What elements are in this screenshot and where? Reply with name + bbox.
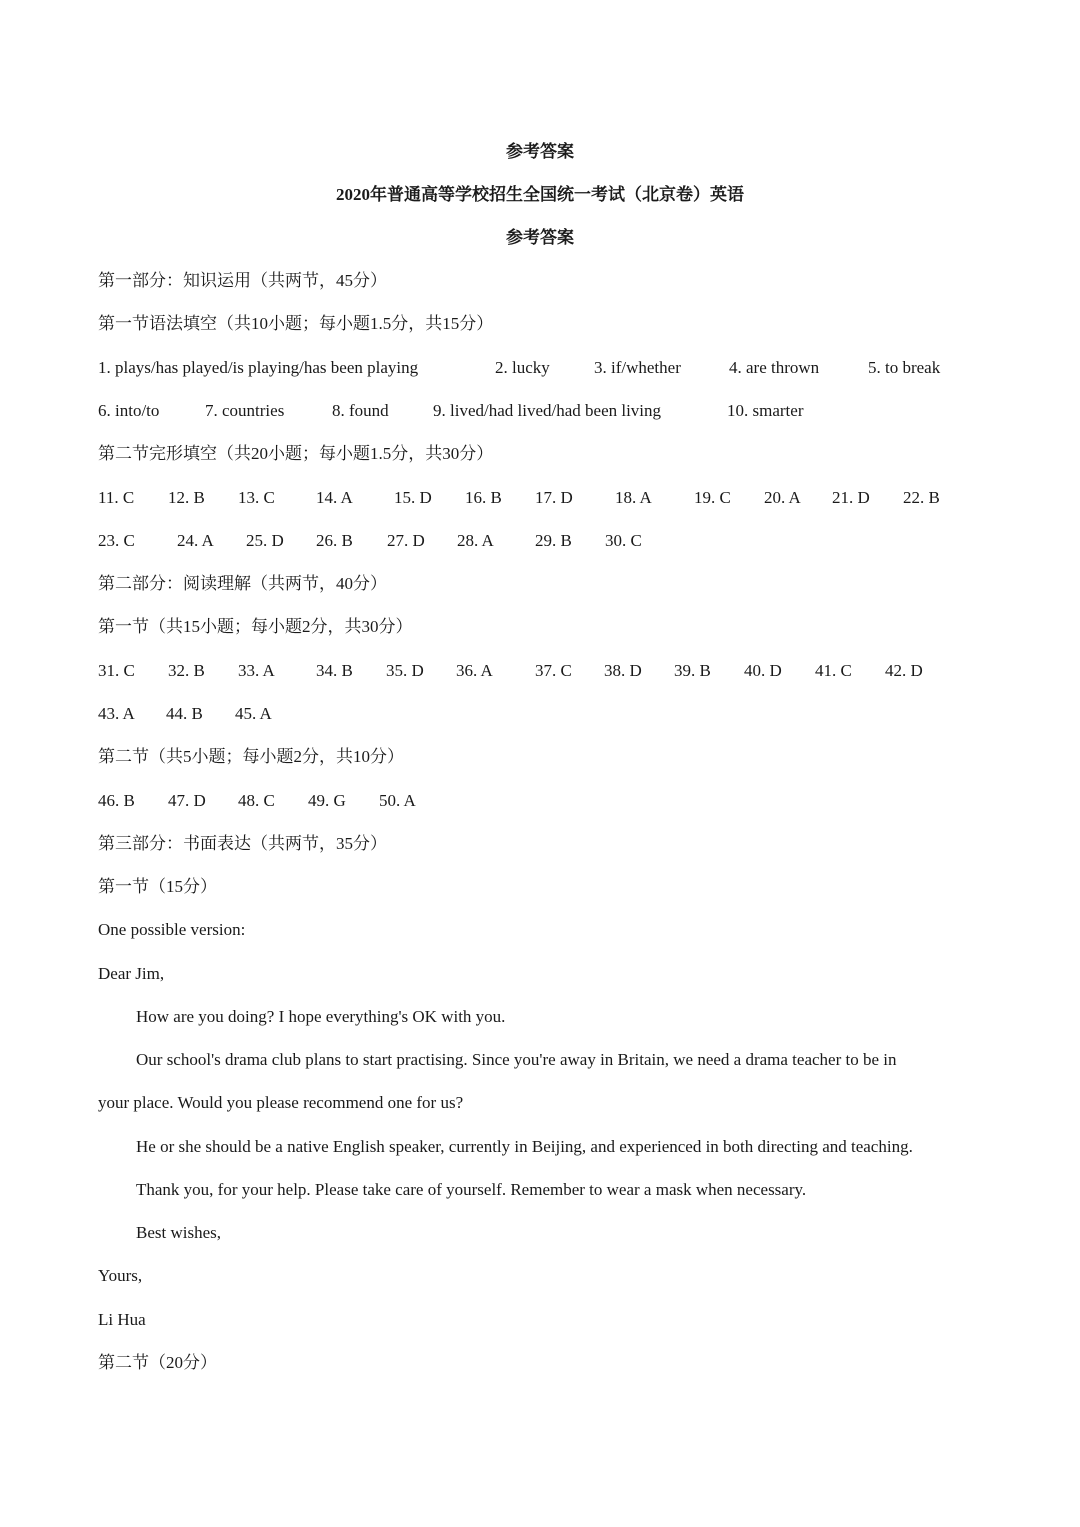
answer-item: 7. countries [205,401,285,420]
answer-item: 1. plays/has played/is playing/has been playing [98,358,419,377]
answer-item: 22. B [903,488,940,507]
letter-paragraph: How are you doing? I hope everything's OK with you. [136,1007,506,1026]
answer-item: 35. D [386,661,424,680]
letter-paragraph: Thank you, for your help. Please take care of yourself. Remember to wear a mask when necessary. [136,1180,807,1199]
answer-item: 4. are thrown [729,358,820,377]
part3-heading: 第三部分：书面表达（共两节，35分） [98,834,387,853]
letter-paragraph: Our school's drama club plans to start practising. Since you're away in Britain, we need a drama teacher to be in [136,1050,897,1069]
answer-item: 34. B [316,661,353,680]
answer-item: 47. D [168,791,206,810]
answer-item: 21. D [832,488,870,507]
exam-title: 2020年普通高等学校招生全国统一考试（北京卷）英语 [336,185,744,204]
answer-item: 37. C [535,661,572,680]
answer-item: 3. if/whether [594,358,681,377]
answer-item: 42. D [885,661,923,680]
part3-section2-heading: 第二节（20分） [98,1353,217,1372]
letter-greeting: Dear Jim, [98,964,165,983]
answer-item: 36. A [456,661,493,680]
title-top: 参考答案 [506,142,574,161]
answer-item: 20. A [764,488,801,507]
answer-item: 9. lived/had lived/had been living [433,401,662,420]
answer-item: 8. found [332,401,389,420]
part2-section2-heading: 第二节（共5小题；每小题2分，共10分） [98,747,404,766]
answer-item: 24. A [177,531,214,550]
letter-paragraph: Best wishes, [136,1223,221,1242]
letter-closing: Yours, [98,1266,143,1285]
answer-item: 23. C [98,531,135,550]
part1-section2-heading: 第二节完形填空（共20小题；每小题1.5分，共30分） [98,444,494,463]
part1-heading: 第一部分：知识运用（共两节，45分） [98,271,387,290]
answer-item: 43. A [98,704,135,723]
answer-item: 25. D [246,531,284,550]
answer-item: 32. B [168,661,205,680]
answer-item: 39. B [674,661,711,680]
answer-item: 15. D [394,488,432,507]
answer-item: 41. C [815,661,852,680]
letter-paragraph: He or she should be a native English speaker, currently in Beijing, and experienced in both directing and teaching. [136,1137,913,1156]
answer-item: 14. A [316,488,353,507]
answer-item: 13. C [238,488,275,507]
answer-item: 18. A [615,488,652,507]
part3-section1-heading: 第一节（15分） [98,877,217,896]
answer-item: 31. C [98,661,135,680]
answer-item: 11. C [98,488,135,507]
part2-heading: 第二部分：阅读理解（共两节，40分） [98,574,387,593]
letter-paragraph-continued: your place. Would you please recommend one for us? [98,1093,464,1112]
answer-item: 33. A [238,661,275,680]
answer-item: 12. B [168,488,205,507]
answer-item: 38. D [604,661,642,680]
version-label: One possible version: [98,920,246,939]
part1-section1-heading: 第一节语法填空（共10小题；每小题1.5分，共15分） [98,314,494,333]
answer-item: 28. A [457,531,494,550]
answer-item: 19. C [694,488,731,507]
answer-item: 50. A [379,791,416,810]
answer-item: 27. D [387,531,425,550]
answer-item: 49. G [308,791,346,810]
answer-item: 44. B [166,704,203,723]
title-sub: 参考答案 [506,228,574,247]
answer-item: 5. to break [868,358,941,377]
answer-item: 16. B [465,488,502,507]
answer-item: 6. into/to [98,401,160,420]
answer-item: 30. C [605,531,642,550]
letter-signature: Li Hua [98,1310,146,1329]
answer-item: 17. D [535,488,573,507]
part2-section1-heading: 第一节（共15小题；每小题2分，共30分） [98,617,413,636]
answer-item: 26. B [316,531,353,550]
answer-item: 10. smarter [727,401,804,420]
answer-item: 45. A [235,704,272,723]
answer-item: 46. B [98,791,135,810]
answer-item: 48. C [238,791,275,810]
answer-item: 2. lucky [495,358,550,377]
answer-item: 29. B [535,531,572,550]
answer-item: 40. D [744,661,782,680]
